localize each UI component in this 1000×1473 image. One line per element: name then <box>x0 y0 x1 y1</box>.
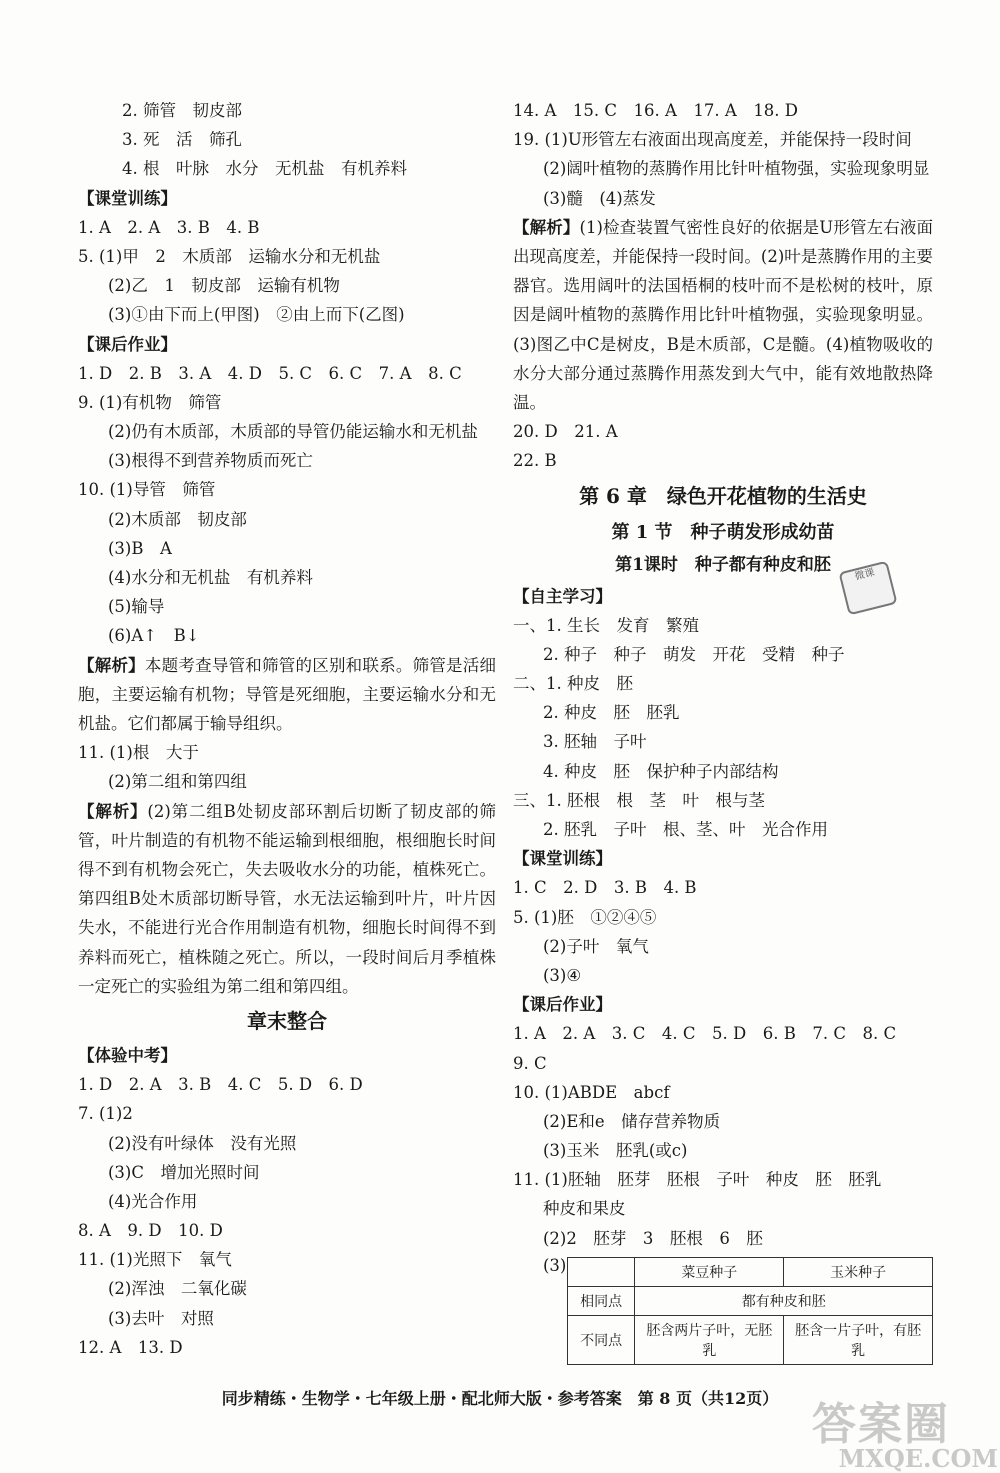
diff-corn: 胚含一片子叶，有胚乳 <box>784 1315 933 1364</box>
answer-line: (3)①由下而上(甲图) ②由上而下(乙图) <box>108 305 405 325</box>
answer-line: 三、1. 胚根 根 茎 叶 根与茎 <box>513 790 765 810</box>
answer-line: 14. A 15. C 16. A 17. A 18. D <box>513 101 799 120</box>
answer-line: 一、1. 生长 发育 繁殖 <box>513 615 699 635</box>
answer-line: 2. 筛管 韧皮部 <box>122 101 242 120</box>
section-heading: 【体验中考】 <box>78 1045 177 1065</box>
answer-line: 9. (1)有机物 筛管 <box>78 392 222 412</box>
analysis-text: (2)第二组B处韧皮部环割后切断了韧皮部的筛管，叶片制造的有机物不能运输到根细胞，根细胞长时间得不到有机物会死亡，失去吸收水分的功能，植株死亡。第四组B处木质部切断导管，水无法运输到叶片，叶片因失水，不能进行光合作用制造有机物，细胞长时间得不到养料而死亡，植株随之死亡。所以，一段时间后月季植株一定死亡的实验组为第二组和第四组。 <box>78 801 497 996</box>
right-column <box>513 96 933 1365</box>
analysis-label: 【解析】 <box>513 217 580 237</box>
answer-line: 11. (1)根 大于 <box>78 743 199 763</box>
answer-line: 1. A 2. A 3. C 4. C 5. D 6. B 7. C 8. C <box>513 1024 897 1044</box>
answer-line: (2)仍有木质部，木质部的导管仍能运输水和无机盐 <box>108 422 478 442</box>
answer-line: (6)A↑ B↓ <box>108 626 200 646</box>
answer-line: (2)E和e 储存营养物质 <box>543 1111 721 1131</box>
answer-line: (2)子叶 氧气 <box>543 936 649 956</box>
answer-line: 11. (1)胚轴 胚芽 胚根 子叶 种皮 胚 胚乳 <box>513 1170 882 1190</box>
answer-line: 1. D 2. B 3. A 4. D 5. C 6. C 7. A 8. C <box>78 363 462 383</box>
answer-line: 二、1. 种皮 胚 <box>513 674 633 694</box>
comparison-block <box>513 1253 933 1365</box>
answer-line: (2)木质部 韧皮部 <box>108 509 247 529</box>
answer-line: (3)C 增加光照时间 <box>108 1162 260 1182</box>
diff-label: 不同点 <box>567 1315 635 1364</box>
answer-line: 7. (1)2 <box>78 1104 133 1124</box>
table-header-corn: 玉米种子 <box>784 1257 933 1286</box>
answer-line: 9. C <box>513 1053 547 1073</box>
seed-comparison-table <box>567 1257 933 1365</box>
table-row <box>567 1315 932 1364</box>
section-heading: 【课堂训练】 <box>513 849 612 869</box>
answer-line: (3)玉米 胚乳(或c) <box>543 1141 688 1161</box>
answer-line: 20. D 21. A <box>513 422 618 442</box>
answer-line: 8. A 9. D 10. D <box>78 1221 223 1241</box>
answer-line: (2)第二组和第四组 <box>108 772 247 792</box>
analysis-label: 【解析】 <box>78 801 148 821</box>
answer-line: 2. 种子 种子 萌发 开花 受精 种子 <box>543 644 845 664</box>
answer-line: 11. (1)光照下 氧气 <box>78 1250 232 1270</box>
answer-line: 1. A 2. A 3. B 4. B <box>78 217 260 237</box>
answer-line: (5)输导 <box>108 597 165 617</box>
answer-line: (4)光合作用 <box>108 1191 198 1211</box>
same-value: 都有种皮和胚 <box>635 1286 933 1315</box>
answer-line: (3)根得不到营养物质而死亡 <box>108 451 313 471</box>
lesson-title: 第1课时 种子都有种皮和胚 <box>615 554 831 575</box>
left-column <box>78 96 496 1362</box>
analysis-text: (1)检查装置气密性良好的依据是U形管左右液面出现高度差，并能保持一段时间。(2)叶是蒸腾作用的主要器官。选用阔叶的法国梧桐的枝叶而不是松树的枝叶，原因是阔叶植物的蒸腾作用比针叶植物强，实验现象明显。(3)图乙中C是树皮，B是木质部，C是髓。(4)植物吸收的水分大部分通过蒸腾作用蒸发到大气中，能有效地散热降温。 <box>513 217 934 412</box>
stamp-text: 微课 <box>853 567 876 583</box>
answer-line: 5. (1)甲 2 木质部 运输水分和无机盐 <box>78 246 381 266</box>
analysis-paragraph-2 <box>78 797 496 1001</box>
left-answer-lines <box>78 96 496 651</box>
answer-line: 3. 胚轴 子叶 <box>543 732 647 752</box>
answer-line: (2)没有叶绿体 没有光照 <box>108 1133 297 1153</box>
answer-line: (2)浑浊 二氧化碳 <box>108 1279 247 1299</box>
answer-line: 5. (1)胚 ①②④⑤ <box>513 907 657 927</box>
answer-line: 4. 种皮 胚 保护种子内部结构 <box>543 761 779 781</box>
answer-line: 2. 胚乳 子叶 根、茎、叶 光合作用 <box>543 820 828 840</box>
section-heading: 【课后作业】 <box>78 334 177 354</box>
answer-line: (3)④ <box>543 965 582 985</box>
answer-line: 19. (1)U形管左右液面出现高度差，并能保持一段时间 <box>513 130 912 150</box>
answer-line: 2. 种皮 胚 胚乳 <box>543 703 680 723</box>
watermark-logo <box>812 1399 998 1473</box>
table-label: (3) <box>543 1255 567 1275</box>
answer-line: 1. C 2. D 3. B 4. B <box>513 878 697 898</box>
right-answer-lines-3 <box>513 582 933 1253</box>
chapter-summary-title: 章末整合 <box>247 1008 327 1033</box>
analysis-text: 本题考查导管和筛管的区别和联系。筛管是活细胞，主要运输有机物；导管是死细胞，主要运输水分和无机盐。它们都属于输导组织。 <box>78 655 497 733</box>
answer-line: (4)水分和无机盐 有机养料 <box>108 568 313 587</box>
answer-line: (2)2 胚芽 3 胚根 6 胚 <box>543 1228 763 1248</box>
same-label: 相同点 <box>567 1286 635 1315</box>
section-heading: 【自主学习】 <box>513 586 612 606</box>
left-answer-lines-3 <box>78 1041 496 1362</box>
watermark-url: MXQE.COM <box>838 1444 998 1473</box>
table-header-row <box>567 1257 932 1286</box>
answer-line: 12. A 13. D <box>78 1337 183 1357</box>
table-row <box>567 1286 932 1315</box>
answer-line: 10. (1)导管 筛管 <box>78 480 216 500</box>
answer-line: 3. 死 活 筛孔 <box>122 130 242 150</box>
section-heading: 【课堂训练】 <box>78 188 177 208</box>
analysis-paragraph-3 <box>513 213 933 417</box>
chapter-title: 第 6 章 绿色开花植物的生活史 <box>579 483 867 508</box>
answer-line: 4. 根 叶脉 水分 无机盐 有机养料 <box>122 159 407 179</box>
left-answer-lines-2 <box>78 738 496 796</box>
right-answer-lines-2 <box>513 417 933 475</box>
answer-line: (2)阔叶植物的蒸腾作用比针叶植物强，实验现象明显 <box>543 159 930 179</box>
answer-line: 10. (1)ABDE abcf <box>513 1082 670 1102</box>
section-title: 第 1 节 种子萌发形成幼苗 <box>611 521 835 543</box>
table-corner-cell <box>567 1257 635 1286</box>
watermark-big-text: 答案圈 <box>812 1399 950 1450</box>
right-answer-lines <box>513 96 933 213</box>
analysis-paragraph-1 <box>78 651 496 739</box>
answer-line: 22. B <box>513 451 557 471</box>
answer-line: 1. D 2. A 3. B 4. C 5. D 6. D <box>78 1075 363 1095</box>
answer-line: (3)B A <box>108 538 172 558</box>
answer-line: (3)髓 (4)蒸发 <box>543 188 656 208</box>
diff-bean: 胚含两片子叶，无胚乳 <box>635 1315 784 1364</box>
answer-line: (2)乙 1 韧皮部 运输有机物 <box>108 276 340 296</box>
table-header-bean: 菜豆种子 <box>635 1257 784 1286</box>
section-heading: 【课后作业】 <box>513 995 612 1015</box>
analysis-label: 【解析】 <box>78 655 145 675</box>
page-footer: 同步精练・生物学・七年级上册・配北师大版・参考答案 第 8 页（共12页） <box>221 1389 779 1408</box>
answer-line: (3)去叶 对照 <box>108 1308 214 1328</box>
answer-line: 种皮和果皮 <box>543 1199 626 1219</box>
